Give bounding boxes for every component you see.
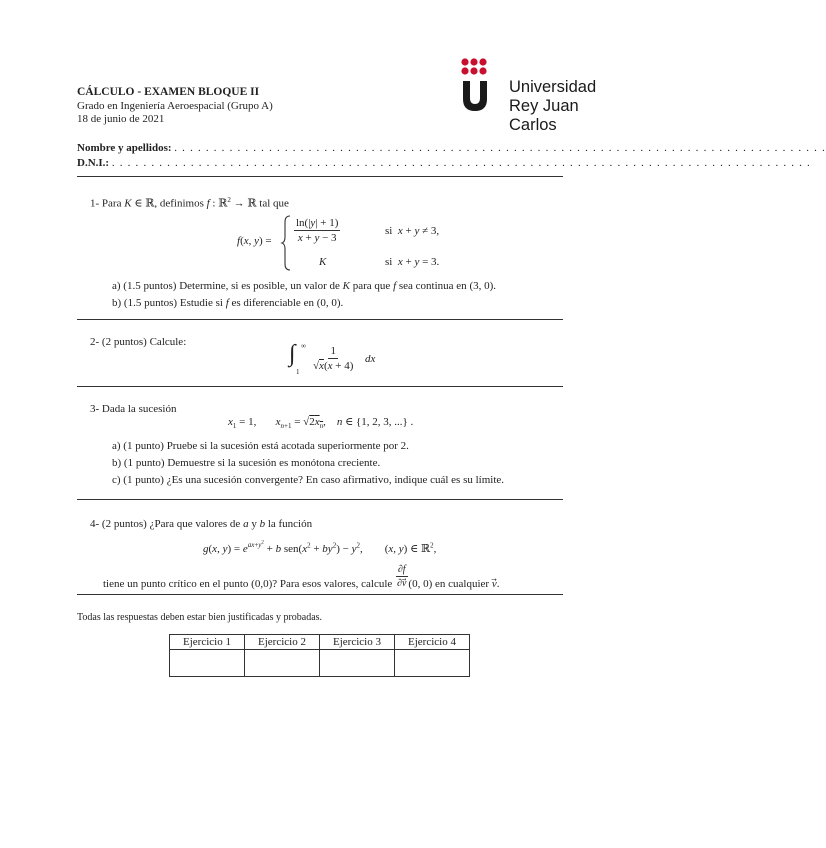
university-logo	[460, 57, 620, 134]
grade-header-1: Ejercicio 1	[170, 635, 245, 650]
name-dots: . . . . . . . . . . . . . . . . . . . . . . . . . . . . . . . . . . . . . . . . . . . . . . . . . . . . . . . . . . . . . . . . . . . . . . . . . . . . . . . . . . .	[174, 142, 826, 154]
grade-cell-2[interactable]	[245, 650, 320, 677]
problem-1-item-a: a) (1.5 puntos) Determine, si es posible, un valor de K para que f sea continua en (3, 0).	[112, 280, 497, 292]
grade-cell-4[interactable]	[395, 650, 470, 677]
grade-header-2: Ejercicio 2	[245, 635, 320, 650]
divider	[77, 176, 563, 177]
grade-cell-1[interactable]	[170, 650, 245, 677]
problem-2-integral: ∫ ∞ 1 $\frac{1}{√x(x + 4)}$ dx	[289, 341, 376, 376]
logo-line-2: Rey Juan Carlos	[509, 97, 579, 134]
name-label: Nombre y apellidos:	[77, 142, 172, 154]
problem-3-item-a: a) (1 punto) Pruebe si la sucesión está acotada superiormente por 2.	[112, 440, 409, 452]
grade-header-3: Ejercicio 3	[320, 635, 395, 650]
grade-header-4: Ejercicio 4	[395, 635, 470, 650]
problem-3-sequence: $x_1 = 1$, $x_{n+1} = √2x_n$, n ∈ {1, 2, 3, ...} .	[228, 416, 414, 431]
problem-4-intro: 4- (2 puntos) ¿Para que valores de a y b la función	[90, 518, 313, 530]
name-row	[77, 142, 826, 154]
divider	[77, 499, 563, 500]
footer-note: Todas las respuestas deben estar bien justificadas y probadas.	[77, 612, 323, 623]
problem-2-intro: 2- (2 puntos) Calcule:	[90, 336, 187, 348]
divider	[77, 594, 563, 595]
grade-cell-3[interactable]	[320, 650, 395, 677]
problem-1-item-b: b) (1.5 puntos) Estudie si f es diferenciable en (0, 0).	[112, 297, 344, 309]
logo-line-1: Universidad	[509, 78, 597, 96]
degree-line: Grado en Ingeniería Aeroespacial (Grupo A)	[77, 100, 273, 112]
divider	[77, 319, 563, 320]
dni-label: D.N.I.:	[77, 157, 110, 169]
problem-4-question: tiene un punto crítico en el punto (0,0)? Para esos valores, calcule $\frac{\partial f}{\partial v}$ (0, 0) en cualquier v⃗.	[103, 564, 500, 591]
dni-dots: . . . . . . . . . . . . . . . . . . . . . . . . . . . . . . . . . . . . . . . . . . . . . . . . . . . . . . . . . . . . . . . . . . . . . . . . . . . . . . . . . . . . . . . . .	[111, 157, 811, 169]
problem-1-intro: 1- Para K ∈ ℝ, definimos f : ℝ$^2$ → ℝ tal que	[90, 196, 289, 210]
problem-3-intro: 3- Dada la sucesión	[90, 403, 177, 415]
exam-title: CÁLCULO - EXAMEN BLOQUE II	[77, 86, 260, 98]
grade-table	[169, 634, 470, 677]
exam-date: 18 de junio de 2021	[77, 113, 165, 125]
grade-table-row	[170, 650, 470, 677]
problem-1-function: f(x, y) = $\frac{\ln(|y| + 1)}{x + y - 3}$ si x + y ≠ 3, K si x + y = 3.	[237, 217, 440, 268]
dni-row	[77, 157, 811, 169]
divider	[77, 386, 563, 387]
problem-4-function: g(x, $y) = e^{ax+y^2} + b$ $sen(x^2 + by^2) - y^2$, (x, y) ∈ ℝ$^2$,	[203, 541, 437, 555]
grade-table-header	[170, 635, 470, 650]
problem-3-item-c: c) (1 punto) ¿Es una sucesión convergente? En caso afirmativo, indique cuál es su límite.	[112, 474, 505, 486]
problem-3-item-b: b) (1 punto) Demuestre si la sucesión es monótona creciente.	[112, 457, 381, 469]
urjc-logo-icon	[460, 57, 494, 113]
